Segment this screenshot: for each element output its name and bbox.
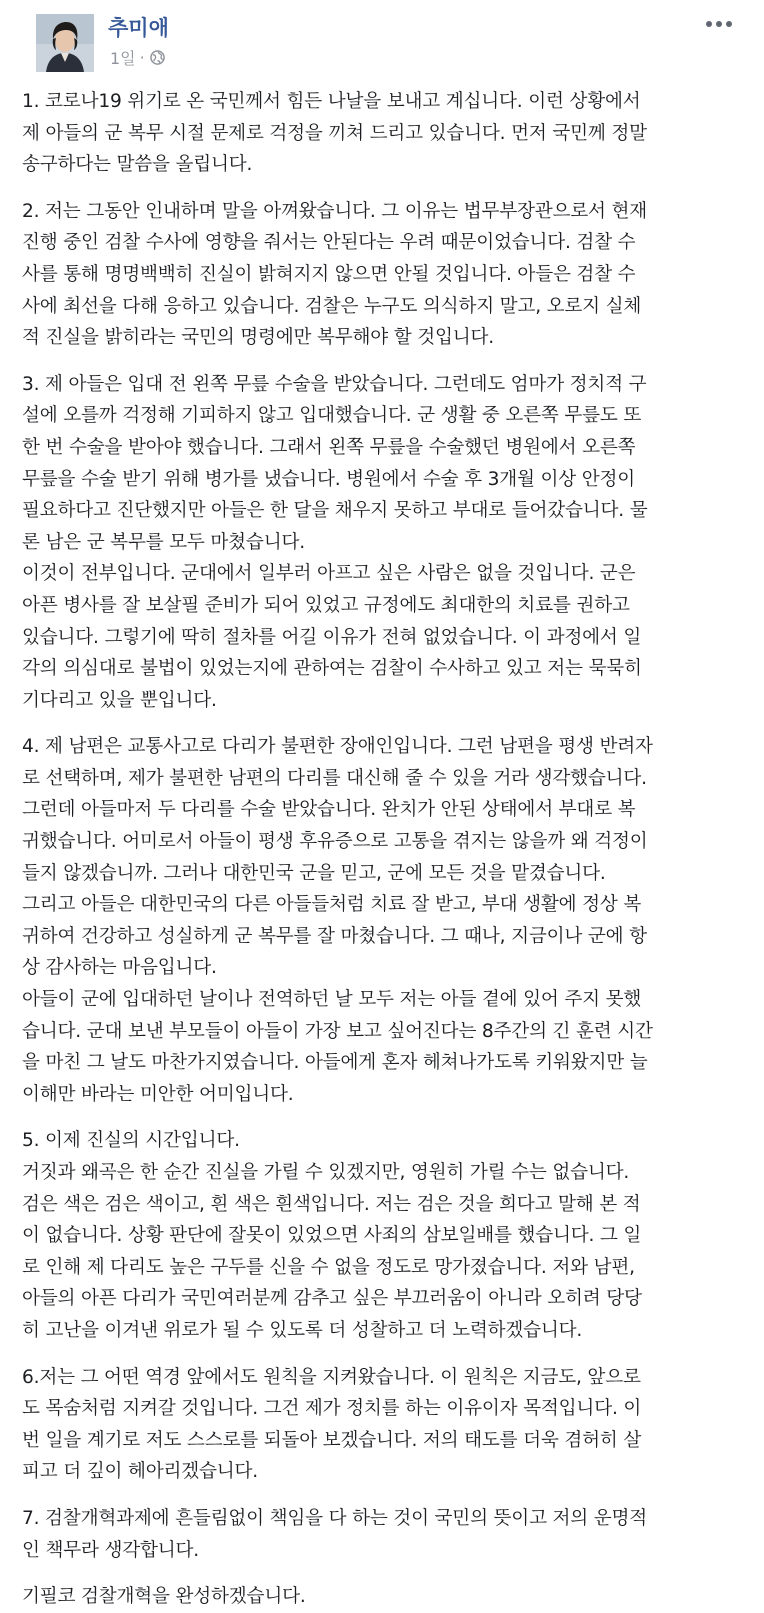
paragraph-line: 아들의 아픈 다리가 국민여러분께 감추고 싶은 부끄러움이 아니라 오히려 당당 <box>22 1288 642 1310</box>
paragraph-line: 한 번 수술을 받아야 했습니다. 그래서 왼쪽 무릎을 수술했던 병원에서 오른쪽 <box>22 436 636 458</box>
post-meta <box>110 46 165 69</box>
paragraph-line: 각의 의심대로 불법이 있었는지에 관하여는 검찰이 수사하고 있고 저는 묵묵히 <box>22 658 642 680</box>
paragraph-line: 설에 오를까 걱정해 기피하지 않고 입대했습니다. 군 생활 중 오른쪽 무릎도 또 <box>22 405 642 427</box>
paragraph-line: 무릎을 수술 받기 위해 병가를 냈습니다. 병원에서 수술 후 3개월 이상 안정이 <box>22 468 636 490</box>
paragraph-line: 1. 코로나19 위기로 온 국민께서 힘든 나날을 보내고 계십니다. 이런 상황에서 <box>22 91 641 112</box>
paragraph-line: 피고 더 깊이 헤아리겠습니다. <box>22 1461 258 1483</box>
paragraph-line: 도 목숨처럼 지켜갈 것입니다. 그건 제가 정치를 하는 이유이자 목적입니다. 이 <box>22 1398 642 1420</box>
paragraph-line: 귀하여 건강하고 성실하게 군 복무를 잘 마쳤습니다. 그 때나, 지금이나 군에 항 <box>22 925 647 947</box>
paragraph-line: 아들이 군에 입대하던 날이나 전역하던 날 모두 저는 아들 곁에 있어 주지 못했 <box>22 989 642 1011</box>
paragraph-line: 기다리고 있을 뿐입니다. <box>22 689 217 711</box>
paragraph-line: 검은 색은 검은 색이고, 흰 색은 흰색입니다. 저는 검은 것을 희다고 말해 본 적 <box>22 1193 641 1215</box>
paragraph-line: 적 진실을 밝히라는 국민의 명령에만 복무해야 할 것입니다. <box>22 327 494 349</box>
paragraph-line: 이것이 전부입니다. 군대에서 일부러 아프고 싶은 사람은 없을 것입니다. 군은 <box>22 563 636 585</box>
paragraph-line: 기필코 검찰개혁을 완성하겠습니다. <box>22 1586 306 1608</box>
post-paragraph <box>22 1125 738 1346</box>
paragraph-line: 습니다. 군대 보낸 부모들이 아들이 가장 보고 싶어진다는 8주간의 긴 훈련 시간 <box>22 1020 653 1042</box>
post-paragraph <box>22 1503 738 1566</box>
paragraph-line: 필요하다고 진단했지만 아들은 한 달을 채우지 못하고 부대로 들어갔습니다. 물 <box>22 500 648 522</box>
post-paragraph <box>22 1362 738 1488</box>
paragraph-line: 2. 저는 그동안 인내하며 말을 아껴왔습니다. 그 이유는 법무부장관으로서 현재 <box>22 200 648 222</box>
post-body <box>22 86 738 1613</box>
paragraph-line: 이해만 바라는 미안한 어미입니다. <box>22 1083 294 1105</box>
post-header <box>22 0 738 86</box>
globe-icon[interactable] <box>150 50 165 65</box>
paragraph-line: 이 없습니다. 상황 판단에 잘못이 있었으면 사죄의 삼보일배를 했습니다. 그 일 <box>22 1225 642 1247</box>
paragraph-line: 7. 검찰개혁과제에 흔들림없이 책임을 다 하는 것이 국민의 뜻이고 저의 운명적 <box>22 1507 648 1529</box>
post-paragraph <box>22 731 738 1110</box>
paragraph-line: 히 고난을 이겨낸 위로가 될 수 있도록 더 성찰하고 더 노력하겠습니다. <box>22 1319 583 1341</box>
more-options-icon[interactable] <box>702 12 736 36</box>
avatar[interactable] <box>36 14 94 72</box>
meta-separator: · <box>139 48 145 67</box>
paragraph-line: 귀했습니다. 어미로서 아들이 평생 후유증으로 고통을 겪지는 않을까 왜 걱정이 <box>22 831 648 853</box>
paragraph-line: 을 마친 그 날도 마찬가지였습니다. 아들에게 혼자 헤쳐나가도록 키워왔지만 늘 <box>22 1052 648 1074</box>
paragraph-line: 6.저는 그 어떤 역경 앞에서도 원칙을 지켜왔습니다. 이 원칙은 지금도, 앞으로 <box>22 1366 641 1388</box>
paragraph-line: 5. 이제 진실의 시간입니다. <box>22 1130 240 1152</box>
paragraph-line: 로 인해 제 다리도 높은 구두를 신을 수 없을 정도로 망가졌습니다. 저와 남편, <box>22 1256 635 1278</box>
paragraph-line: 3. 제 아들은 입대 전 왼쪽 무릎 수술을 받았습니다. 그런데도 엄마가 정치적 구 <box>22 373 647 395</box>
paragraph-line: 송구하다는 말씀을 올립니다. <box>22 154 253 176</box>
paragraph-line: 론 남은 군 복무를 모두 마쳤습니다. <box>22 531 305 553</box>
paragraph-line: 들지 않겠습니까. 그러나 대한민국 군을 믿고, 군에 모든 것을 맡겼습니다. <box>22 862 606 884</box>
post-timestamp[interactable]: 1일 <box>110 49 136 68</box>
post-paragraph <box>22 369 738 717</box>
author-name[interactable]: 추미애 <box>108 16 169 40</box>
paragraph-line: 번 일을 계기로 저도 스스로를 되돌아 보겠습니다. 저의 태도를 더욱 겸허히 살 <box>22 1429 642 1451</box>
paragraph-line: 로 선택하며, 제가 불편한 남편의 다리를 대신해 줄 수 있을 거라 생각했습니다. <box>22 767 647 789</box>
paragraph-line: 아픈 병사를 잘 보살필 준비가 되어 있었고 규정에도 최대한의 치료를 권하고 <box>22 594 630 616</box>
post-paragraph <box>22 86 738 181</box>
paragraph-line: 사에 최선을 다해 응하고 있습니다. 검찰은 누구도 의식하지 말고, 오로지 실체 <box>22 295 642 317</box>
paragraph-line: 상 감사하는 마음입니다. <box>22 957 217 979</box>
paragraph-line: 제 아들의 군 복무 시절 문제로 걱정을 끼쳐 드리고 있습니다. 먼저 국민께 정말 <box>22 122 647 144</box>
paragraph-line: 그런데 아들마저 두 다리를 수술 받았습니다. 완치가 안된 상태에서 부대로 복 <box>22 799 636 821</box>
paragraph-line: 그리고 아들은 대한민국의 다른 아들들처럼 치료 잘 받고, 부대 생활에 정상 복 <box>22 894 642 916</box>
paragraph-line: 거짓과 왜곡은 한 순간 진실을 가릴 수 있겠지만, 영원히 가릴 수는 없습니다. <box>22 1162 630 1183</box>
profile-photo <box>36 14 94 72</box>
post-paragraph <box>22 196 738 354</box>
paragraph-line: 인 책무라 생각합니다. <box>22 1539 199 1561</box>
paragraph-line: 사를 통해 명명백백히 진실이 밝혀지지 않으면 안될 것입니다. 아들은 검찰 수 <box>22 263 636 285</box>
post-paragraph <box>22 1581 738 1613</box>
paragraph-line: 진행 중인 검찰 수사에 영향을 줘서는 안된다는 우려 때문이었습니다. 검찰 수 <box>22 232 636 254</box>
paragraph-line: 있습니다. 그렇기에 딱히 절차를 어길 이유가 전혀 없었습니다. 이 과정에서 일 <box>22 626 642 648</box>
paragraph-line: 4. 제 남편은 교통사고로 다리가 불편한 장애인입니다. 그런 남편을 평생 반려자 <box>22 736 653 758</box>
